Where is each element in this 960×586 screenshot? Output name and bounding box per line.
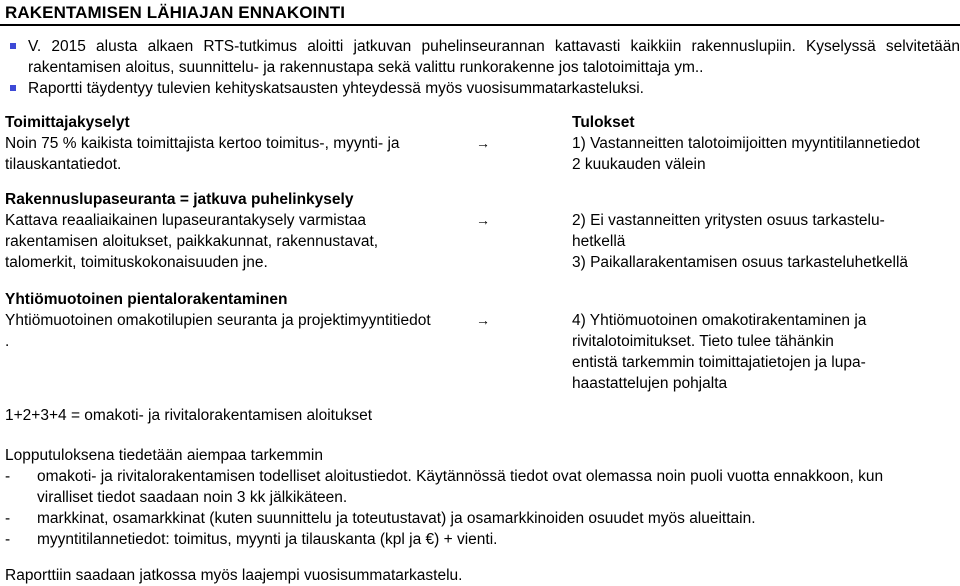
title-underline <box>0 24 960 26</box>
dash-marker: - <box>5 531 11 548</box>
result-line: 1) Vastanneitten talotoimijoitten myyntitilannetiedot <box>572 135 920 152</box>
section-line: . <box>5 333 10 350</box>
result-line: entistä tarkemmin toimittajatietojen ja lupa- <box>572 354 866 371</box>
arrow-right-icon: → <box>476 135 490 151</box>
result-line: hetkellä <box>572 233 626 250</box>
conclusion-item <box>5 466 955 508</box>
formula-text: 1+2+3+4 = omakoti- ja rivitalorakentamisen aloitukset <box>5 407 373 424</box>
bullet-text: Raportti täydentyy tulevien kehityskatsausten yhteydessä myös vuosisummatarkasteluksi. <box>28 80 644 97</box>
conclusion-line: myyntitilannetiedot: toimitus, myynti ja tilauskanta (kpl ja €) + vienti. <box>37 531 498 548</box>
bullet-list <box>0 36 960 99</box>
section-1-text <box>5 133 400 175</box>
section-line: rakentamisen aloitukset, paikkakunnat, rakennustavat, <box>5 233 379 250</box>
bullet-square-icon <box>10 85 16 91</box>
conclusion-line: markkinat, osamarkkinat (kuten suunnittelu ja toteutustavat) ja osamarkkinoiden osuudet myös alueittain. <box>37 510 756 527</box>
result-line: 2) Ei vastanneitten yritysten osuus tarkastelu- <box>572 212 885 229</box>
section-line: Noin 75 % kaikista toimittajista kertoo toimitus-, myynti- ja <box>5 135 400 152</box>
arrow-right-icon: → <box>476 212 490 228</box>
left-heading: Toimittajakyselyt <box>5 114 130 131</box>
result-line: 4) Yhtiömuotoinen omakotirakentaminen ja <box>572 312 867 329</box>
section-heading: Yhtiömuotoinen pientalorakentaminen <box>5 291 288 308</box>
section-line: talomerkit, toimituskokonaisuuden jne. <box>5 254 268 271</box>
result-line: 3) Paikallarakentamisen osuus tarkasteluhetkellä <box>572 254 909 271</box>
dash-marker: - <box>5 510 11 527</box>
conclusion-item <box>5 529 955 550</box>
section-line: Kattava reaaliaikainen lupaseurantakysely varmistaa <box>5 212 367 229</box>
dash-marker: - <box>5 468 11 485</box>
arrow-right-icon: → <box>476 312 490 328</box>
section-3-text <box>5 289 431 352</box>
bullet-item <box>0 36 960 78</box>
bullet-square-icon <box>10 43 16 49</box>
result-line: rivitalotoimitukset. Tieto tulee tähänkin <box>572 333 834 350</box>
result-line: haastattelujen pohjalta <box>572 375 728 392</box>
conclusion-item <box>5 508 955 529</box>
page-title: RAKENTAMISEN LÄHIAJAN ENNAKOINTI <box>5 3 346 22</box>
section-heading: Rakennuslupaseuranta = jatkuva puhelinkysely <box>5 191 354 208</box>
right-heading: Tulokset <box>572 114 635 131</box>
result-line: 2 kuukauden välein <box>572 156 706 173</box>
section-line: tilauskantatiedot. <box>5 156 122 173</box>
bullet-text: V. 2015 alusta alkaen RTS-tutkimus aloitti jatkuvan puhelinseurannan kattavasti kaikkiin rakennuslupiin. Kyselyssä selvitetään rakentamisen aloitus, suunnittelu- ja rakennustapa sekä valittu runkorakenne jos talotoimittaja ym.. <box>28 38 960 76</box>
section-2-text <box>5 189 378 273</box>
conclusion-heading: Lopputuloksena tiedetään aiempaa tarkemmin <box>5 447 323 464</box>
result-1 <box>572 133 920 175</box>
conclusion-line: viralliset tiedot saadaan noin 3 kk jälkikäteen. <box>37 489 348 506</box>
result-2 <box>572 210 908 273</box>
section-line: Yhtiömuotoinen omakotilupien seuranta ja projektimyyntitiedot <box>5 312 431 329</box>
footer-text: Raporttiin saadaan jatkossa myös laajempi vuosisummatarkastelu. <box>5 567 463 584</box>
result-3 <box>572 310 866 394</box>
conclusion-line: omakoti- ja rivitalorakentamisen todelliset aloitustiedot. Käytännössä tiedot ovat olemassa noin puoli vuotta ennakkoon, kun <box>37 468 884 485</box>
bullet-item <box>0 78 960 99</box>
conclusion-block <box>5 445 955 550</box>
